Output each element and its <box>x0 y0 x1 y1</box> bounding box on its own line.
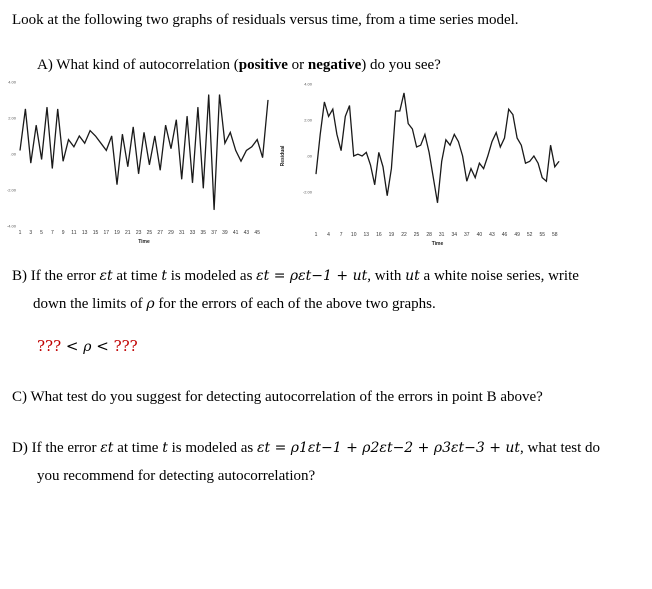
data-point <box>25 109 26 110</box>
data-point <box>471 168 472 169</box>
data-point <box>79 136 80 137</box>
qb-text-3: is modeled as <box>167 268 257 284</box>
x-tick-label: 37 <box>211 230 217 236</box>
x-axis-label: Time <box>431 241 444 247</box>
data-point <box>52 168 53 169</box>
data-point <box>252 147 253 148</box>
y-tick-label: 4.00 <box>304 81 312 87</box>
data-point <box>487 156 488 157</box>
x-tick-label: 52 <box>526 232 533 238</box>
data-point <box>467 181 468 182</box>
data-point <box>341 150 342 151</box>
data-point <box>84 143 85 144</box>
y-axis-label: Residual <box>280 145 286 167</box>
data-point <box>20 150 21 151</box>
data-point <box>446 140 447 141</box>
qd-text-2: at time <box>113 440 163 456</box>
x-tick-label: 45 <box>254 230 260 236</box>
data-point <box>128 166 129 167</box>
data-point <box>230 132 231 133</box>
data-point <box>154 136 155 137</box>
data-point <box>171 148 172 149</box>
data-point <box>450 145 451 146</box>
x-tick-label: 3 <box>29 230 33 236</box>
qb-text-5: a white noise series, write <box>419 268 579 284</box>
data-point <box>517 138 518 139</box>
data-point <box>95 136 96 137</box>
data-point <box>268 100 269 101</box>
data-point <box>192 183 193 184</box>
data-point <box>36 125 37 126</box>
data-point <box>345 116 346 117</box>
intro-text: Look at the following two graphs of residuals versus time, from a time series model. <box>12 12 519 28</box>
y-tick-label: -2.00 <box>6 187 16 193</box>
y-tick-label: -2.00 <box>302 189 312 195</box>
data-point <box>555 167 556 168</box>
x-tick-label: 9 <box>61 230 65 236</box>
data-point <box>57 109 58 110</box>
rho-symbol: ρ <box>83 339 92 355</box>
x-tick-label: 10 <box>350 232 357 238</box>
data-point <box>391 168 392 169</box>
question-a-mid: or <box>287 57 308 73</box>
x-tick-label: 37 <box>464 232 470 238</box>
x-tick-label: 31 <box>438 232 445 238</box>
lt-sign-2: < <box>91 337 114 355</box>
x-tick-label: 49 <box>514 232 520 238</box>
data-point <box>462 156 463 157</box>
data-point <box>332 109 333 110</box>
data-point <box>349 105 350 106</box>
x-tick-label: 31 <box>178 230 185 236</box>
y-tick-label: 2.00 <box>8 115 16 121</box>
data-point <box>454 134 455 135</box>
x-tick-label: 19 <box>114 230 120 236</box>
data-point <box>559 161 560 162</box>
data-point <box>320 134 321 135</box>
x-tick-label: 55 <box>539 232 546 238</box>
question-b-line2 <box>33 296 436 313</box>
x-tick-label: 43 <box>489 232 495 238</box>
data-point <box>149 165 150 166</box>
qb-eps-t: εt <box>99 268 113 284</box>
qd-text-4: , what test do <box>520 440 601 456</box>
x-tick-label: 15 <box>92 230 99 236</box>
data-point <box>165 125 166 126</box>
x-tick-label: 34 <box>451 232 458 238</box>
data-point <box>496 132 497 133</box>
data-point <box>106 150 107 151</box>
data-point <box>316 174 317 175</box>
data-point <box>383 167 384 168</box>
data-point <box>529 161 530 162</box>
qb-text-6: down the limits of <box>33 296 147 312</box>
x-tick-label: 40 <box>476 232 483 238</box>
question-a-suffix: ) do you see? <box>361 57 441 73</box>
data-point <box>542 177 543 178</box>
x-tick-label: 5 <box>40 230 43 236</box>
data-point <box>30 163 31 164</box>
data-point <box>198 107 199 108</box>
qb-model: εt = ρεt−1 + ut <box>256 268 368 284</box>
question-a-prefix: A) What kind of autocorrelation ( <box>37 57 239 73</box>
data-point <box>492 141 493 142</box>
qb-text-7: for the errors of each of the above two graphs. <box>154 296 436 312</box>
x-tick-label: 27 <box>157 230 163 236</box>
data-point <box>362 156 363 157</box>
data-point <box>504 138 505 139</box>
x-tick-label: 21 <box>125 230 131 236</box>
x-tick-label: 33 <box>189 230 196 236</box>
qd-text-3: is modeled as <box>167 440 257 456</box>
qd-t: t <box>162 440 168 456</box>
question-c: C) What test do you suggest for detecting autocorrelation of the errors in point B above? <box>12 389 543 405</box>
rho-limits <box>37 337 138 355</box>
data-point <box>399 111 400 112</box>
data-point <box>366 152 367 153</box>
question-a <box>37 57 441 74</box>
x-tick-label: 7 <box>50 230 54 236</box>
x-tick-label: 41 <box>232 230 239 236</box>
rho-lower-blank: ??? <box>37 337 62 355</box>
x-tick-label: 7 <box>339 232 343 238</box>
y-tick-label: 2.00 <box>304 117 312 123</box>
data-point <box>534 156 535 157</box>
data-point <box>68 139 69 140</box>
data-point <box>483 168 484 169</box>
data-point <box>235 150 236 151</box>
qb-text-2: at time <box>112 268 162 284</box>
x-tick-label: 1 <box>18 230 22 236</box>
data-point <box>525 163 526 164</box>
rho-upper-blank: ??? <box>113 337 138 355</box>
y-tick-label: .00 <box>10 151 16 157</box>
question-d-line1 <box>12 440 600 457</box>
data-point <box>358 154 359 155</box>
residual-series-line <box>20 95 268 210</box>
data-point <box>101 143 102 144</box>
data-point <box>538 163 539 164</box>
data-point <box>324 102 325 103</box>
data-point <box>395 111 396 112</box>
qb-t: t <box>161 268 167 284</box>
data-point <box>203 188 204 189</box>
data-point <box>208 94 209 95</box>
data-point <box>416 147 417 148</box>
data-point <box>90 130 91 131</box>
data-point <box>550 145 551 146</box>
x-tick-label: 17 <box>103 230 110 236</box>
data-point <box>144 132 145 133</box>
data-point <box>176 120 177 121</box>
data-point <box>337 134 338 135</box>
data-point <box>257 139 258 140</box>
x-tick-label: 43 <box>243 230 250 236</box>
data-point <box>246 150 247 151</box>
data-point <box>433 177 434 178</box>
question-a-negative: negative <box>307 57 362 73</box>
data-point <box>521 145 522 146</box>
qb-text-4: , with <box>367 268 406 284</box>
data-point <box>513 114 514 115</box>
data-point <box>508 109 509 110</box>
y-tick-label: .00 <box>306 153 312 159</box>
lt-sign-1: < <box>61 337 84 355</box>
data-point <box>441 161 442 162</box>
data-point <box>429 152 430 153</box>
qb-text-1: B) If the error <box>12 268 100 284</box>
data-point <box>138 174 139 175</box>
x-tick-label: 25 <box>413 232 420 238</box>
data-point <box>328 116 329 117</box>
data-point <box>479 163 480 164</box>
qd-text-1: D) If the error <box>12 440 101 456</box>
data-point <box>420 145 421 146</box>
x-tick-label: 58 <box>552 232 558 238</box>
x-tick-label: 13 <box>363 232 370 238</box>
question-d-line2: you recommend for detecting autocorrelation? <box>37 468 316 484</box>
qb-rho: ρ <box>146 296 155 312</box>
question-b-line1 <box>12 268 579 285</box>
data-point <box>374 185 375 186</box>
data-point <box>219 94 220 95</box>
x-tick-label: 23 <box>135 230 142 236</box>
data-point <box>404 93 405 94</box>
x-tick-label: 16 <box>376 232 382 238</box>
x-tick-label: 35 <box>200 230 207 236</box>
data-point <box>546 181 547 182</box>
data-point <box>262 157 263 158</box>
y-tick-label: -4.00 <box>6 223 16 229</box>
qb-u-t: ut <box>405 268 420 284</box>
data-point <box>500 147 501 148</box>
residual-chart-left <box>0 76 280 256</box>
residual-chart-right <box>276 76 566 256</box>
x-tick-label: 22 <box>401 232 407 238</box>
data-point <box>475 177 476 178</box>
y-tick-label: 4.00 <box>8 79 16 85</box>
qd-eps-t: εt <box>100 440 114 456</box>
data-point <box>353 156 354 157</box>
x-tick-label: 29 <box>168 230 174 236</box>
x-tick-label: 28 <box>426 232 432 238</box>
data-point <box>181 179 182 180</box>
question-a-positive: positive <box>238 57 288 73</box>
data-point <box>117 184 118 185</box>
data-point <box>41 159 42 160</box>
data-point <box>214 210 215 211</box>
x-tick-label: 46 <box>501 232 508 238</box>
x-tick-label: 39 <box>222 230 228 236</box>
data-point <box>47 107 48 108</box>
data-point <box>122 134 123 135</box>
data-point <box>379 152 380 153</box>
data-point <box>133 127 134 128</box>
data-point <box>74 147 75 148</box>
data-point <box>387 195 388 196</box>
data-point <box>63 161 64 162</box>
x-tick-label: 11 <box>71 230 77 236</box>
x-tick-label: 1 <box>314 232 318 238</box>
data-point <box>187 116 188 117</box>
residual-series-line <box>316 93 559 203</box>
qd-model: εt = ρ1εt−1 + ρ2εt−2 + ρ3εt−3 + ut <box>256 440 521 456</box>
data-point <box>412 129 413 130</box>
data-point <box>370 165 371 166</box>
data-point <box>458 141 459 142</box>
x-axis-label: Time <box>138 239 150 245</box>
data-point <box>425 134 426 135</box>
x-tick-label: 25 <box>146 230 153 236</box>
x-tick-label: 19 <box>388 232 395 238</box>
x-tick-label: 13 <box>81 230 88 236</box>
data-point <box>241 161 242 162</box>
data-point <box>111 136 112 137</box>
data-point <box>160 170 161 171</box>
data-point <box>437 203 438 204</box>
x-tick-label: 4 <box>327 232 330 238</box>
data-point <box>408 123 409 124</box>
data-point <box>225 143 226 144</box>
